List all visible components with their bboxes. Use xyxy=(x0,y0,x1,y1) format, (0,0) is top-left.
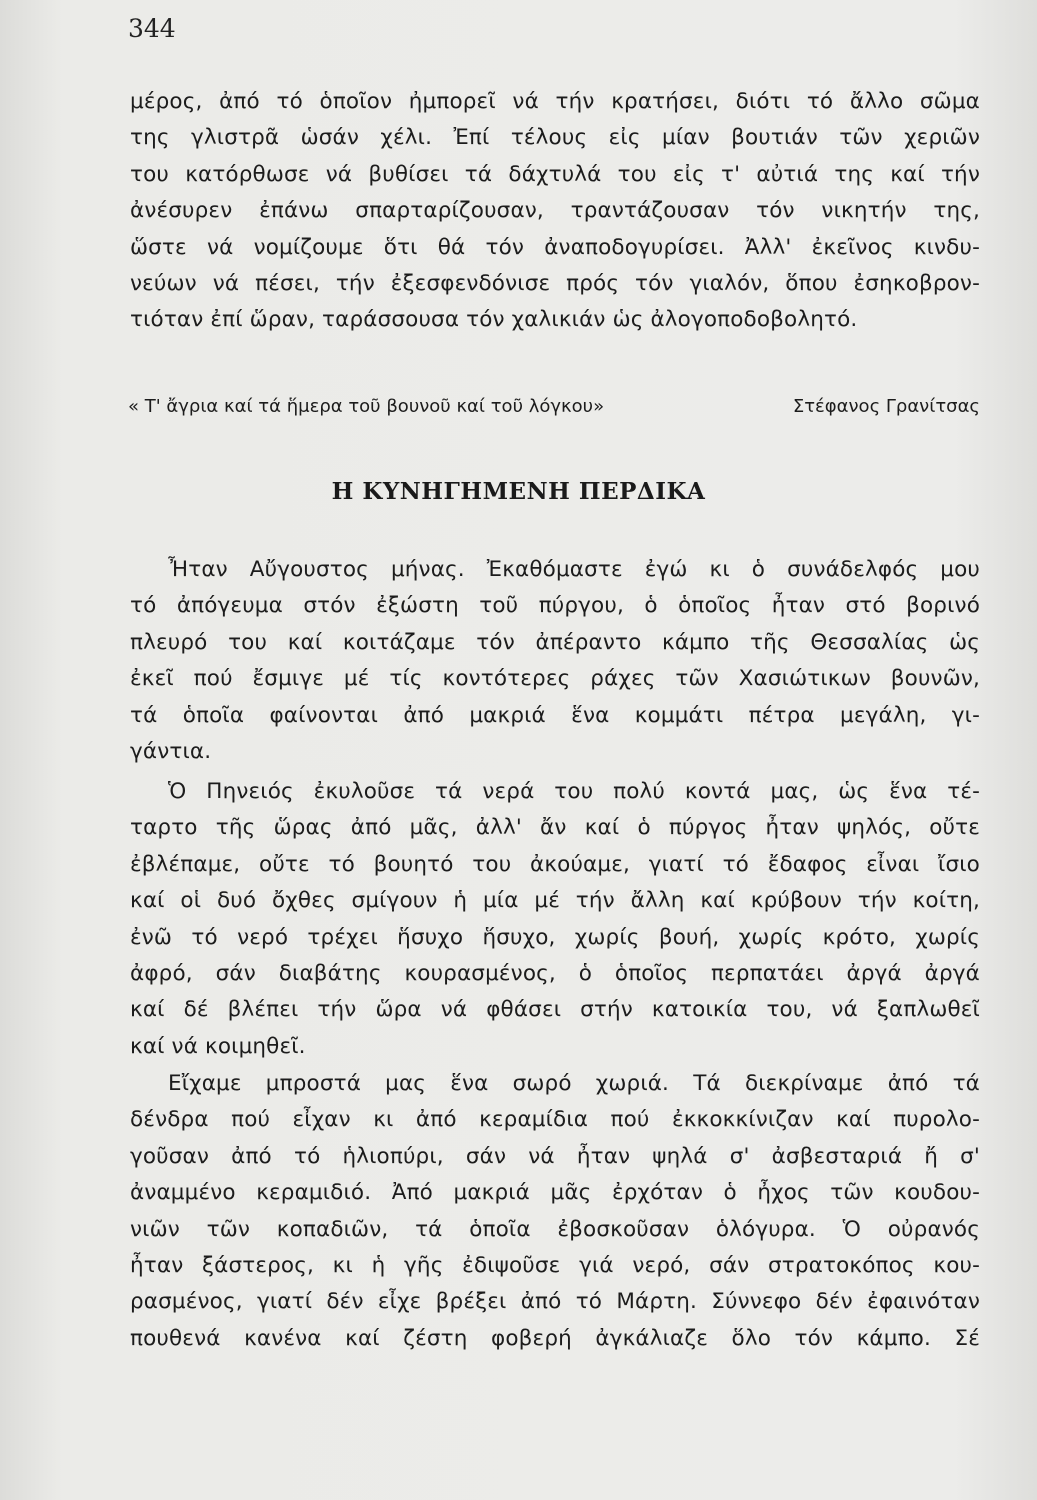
page-number: 344 xyxy=(128,14,176,43)
text-line: νεύων νά πέσει, τήν ἐξεσφενδόνισε πρός τόν γιαλόν, ὅπου ἐσηκοβρον- xyxy=(130,270,980,296)
text-line: ἐβλέπαμε, οὔτε τό βουητό του ἀκούαμε, γιατί τό ἔδαφος εἶναι ἴσιο xyxy=(130,851,980,877)
text-line: ἐνῶ τό νερό τρέχει ἥσυχο ἥσυχο, χωρίς βουή, χωρίς κρότο, χωρίς xyxy=(130,924,980,950)
text-line: ἦταν ξάστερος, κι ἡ γῆς ἐδιψοῦσε γιά νερό, σάν στρατοκόπος κου- xyxy=(130,1252,980,1278)
text-line: ἀφρό, σάν διαβάτης κουρασμένος, ὁ ὁποῖος περπατάει ἀργά ἀργά xyxy=(130,960,980,986)
paragraph-2 xyxy=(130,774,980,1065)
text-line: Ἦταν Αὔγουστος μήνας. Ἐκαθόμαστε ἐγώ κι ὁ συνάδελφός μου xyxy=(168,557,980,582)
text-line: γάντια. xyxy=(130,738,212,764)
text-line: ἀνέσυρεν ἐπάνω σπαρταρίζουσαν, τραντάζουσαν τόν νικητήν της, xyxy=(130,198,980,224)
text-line: ταρτο τῆς ὥρας ἀπό μᾶς, ἀλλ' ἄν καί ὁ πύργος ἦταν ψηλός, οὔτε xyxy=(130,815,980,841)
paragraph-3 xyxy=(130,1066,980,1357)
text-line: γοῦσαν ἀπό τό ἡλιοπύρι, σάν νά ἦταν ψηλά σ' ἀσβεσταριά ἤ σ' xyxy=(130,1143,980,1169)
text-line: ὥστε νά νομίζουμε ὅτι θά τόν ἀναποδογυρίσει. Ἀλλ' ἐκεῖνος κινδυ- xyxy=(130,234,980,260)
text-line: ρασμένος, γιατί δέν εἶχε βρέξει ἀπό τό Μάρτη. Σύννεφο δέν ἐφαινόταν xyxy=(130,1289,980,1315)
text-line: Ὁ Πηνειός ἐκυλοῦσε τά νερά του πολύ κοντά μας, ὡς ἕνα τέ- xyxy=(168,779,980,804)
text-line: Εἴχαμε μπροστά μας ἕνα σωρό χωριά. Τά διεκρίναμε ἀπό τά xyxy=(168,1071,980,1096)
text-line: πλευρό του καί κοιτάζαμε τόν ἀπέραντο κάμπο τῆς Θεσσαλίας ὡς xyxy=(130,629,980,655)
paragraph-1 xyxy=(130,552,980,770)
text-line: του κατόρθωσε νά βυθίσει τά δάχτυλά του εἰς τ' αὐτιά της καί τήν xyxy=(130,161,980,187)
citation-author: Στέφανος Γρανίτσας xyxy=(792,396,980,417)
text-line: μέρος, ἀπό τό ὁποῖον ἠμπορεῖ νά τήν κρατήσει, διότι τό ἄλλο σῶμα xyxy=(130,89,980,114)
text-line: νιῶν τῶν κοπαδιῶν, τά ὁποῖα ἐβοσκοῦσαν ὁλόγυρα. Ὁ οὐρανός xyxy=(130,1216,980,1242)
citation xyxy=(128,396,980,417)
text-line: τά ὁποῖα φαίνονται ἀπό μακριά ἕνα κομμάτι πέτρα μεγάλη, γι- xyxy=(130,702,980,728)
text-line: δένδρα πού εἶχαν κι ἀπό κεραμίδια πού ἐκκοκκίνιζαν καί πυρολο- xyxy=(130,1107,980,1133)
citation-source: « Τ' ἄγρια καί τά ἥμερα τοῦ βουνοῦ καί τοῦ λόγκου» xyxy=(128,396,605,417)
chapter-title: Η ΚΥΝΗΓΗΜΕΝΗ ΠΕΡΔΙΚΑ xyxy=(331,478,706,505)
text-line: ἐκεῖ πού ἔσμιγε μέ τίς κοντότερες ράχες τῶν Χασιώτικων βουνῶν, xyxy=(130,666,980,692)
text-line: καί δέ βλέπει τήν ὥρα νά φθάσει στήν κατοικία του, νά ξαπλωθεῖ xyxy=(130,997,980,1023)
text-line: της γλιστρᾶ ὡσάν χέλι. Ἐπί τέλους εἰς μίαν βουτιάν τῶν χεριῶν xyxy=(130,125,980,151)
text-line: τιόταν ἐπί ὥραν, ταράσσουσα τόν χαλικιάν ὡς ἀλογοποδοβολητό. xyxy=(130,307,858,333)
text-line: καί νά κοιμηθεῖ. xyxy=(130,1033,306,1059)
text-line: τό ἀπόγευμα στόν ἐξώστη τοῦ πύργου, ὁ ὁποῖος ἦταν στό βορινό xyxy=(130,593,980,619)
show-through-texture xyxy=(462,330,982,590)
text-line: καί οἱ δυό ὄχθες σμίγουν ἡ μία μέ τήν ἄλλη καί κρύβουν τήν κοίτη, xyxy=(130,888,980,914)
top-paragraph xyxy=(130,84,980,339)
text-line: ἀναμμένο κεραμιδιό. Ἀπό μακριά μᾶς ἐρχόταν ὁ ἦχος τῶν κουδου- xyxy=(130,1180,980,1206)
text-line: πουθενά κανένα καί ζέστη φοβερή ἀγκάλιαζε ὅλο τόν κάμπο. Σέ xyxy=(130,1325,980,1351)
